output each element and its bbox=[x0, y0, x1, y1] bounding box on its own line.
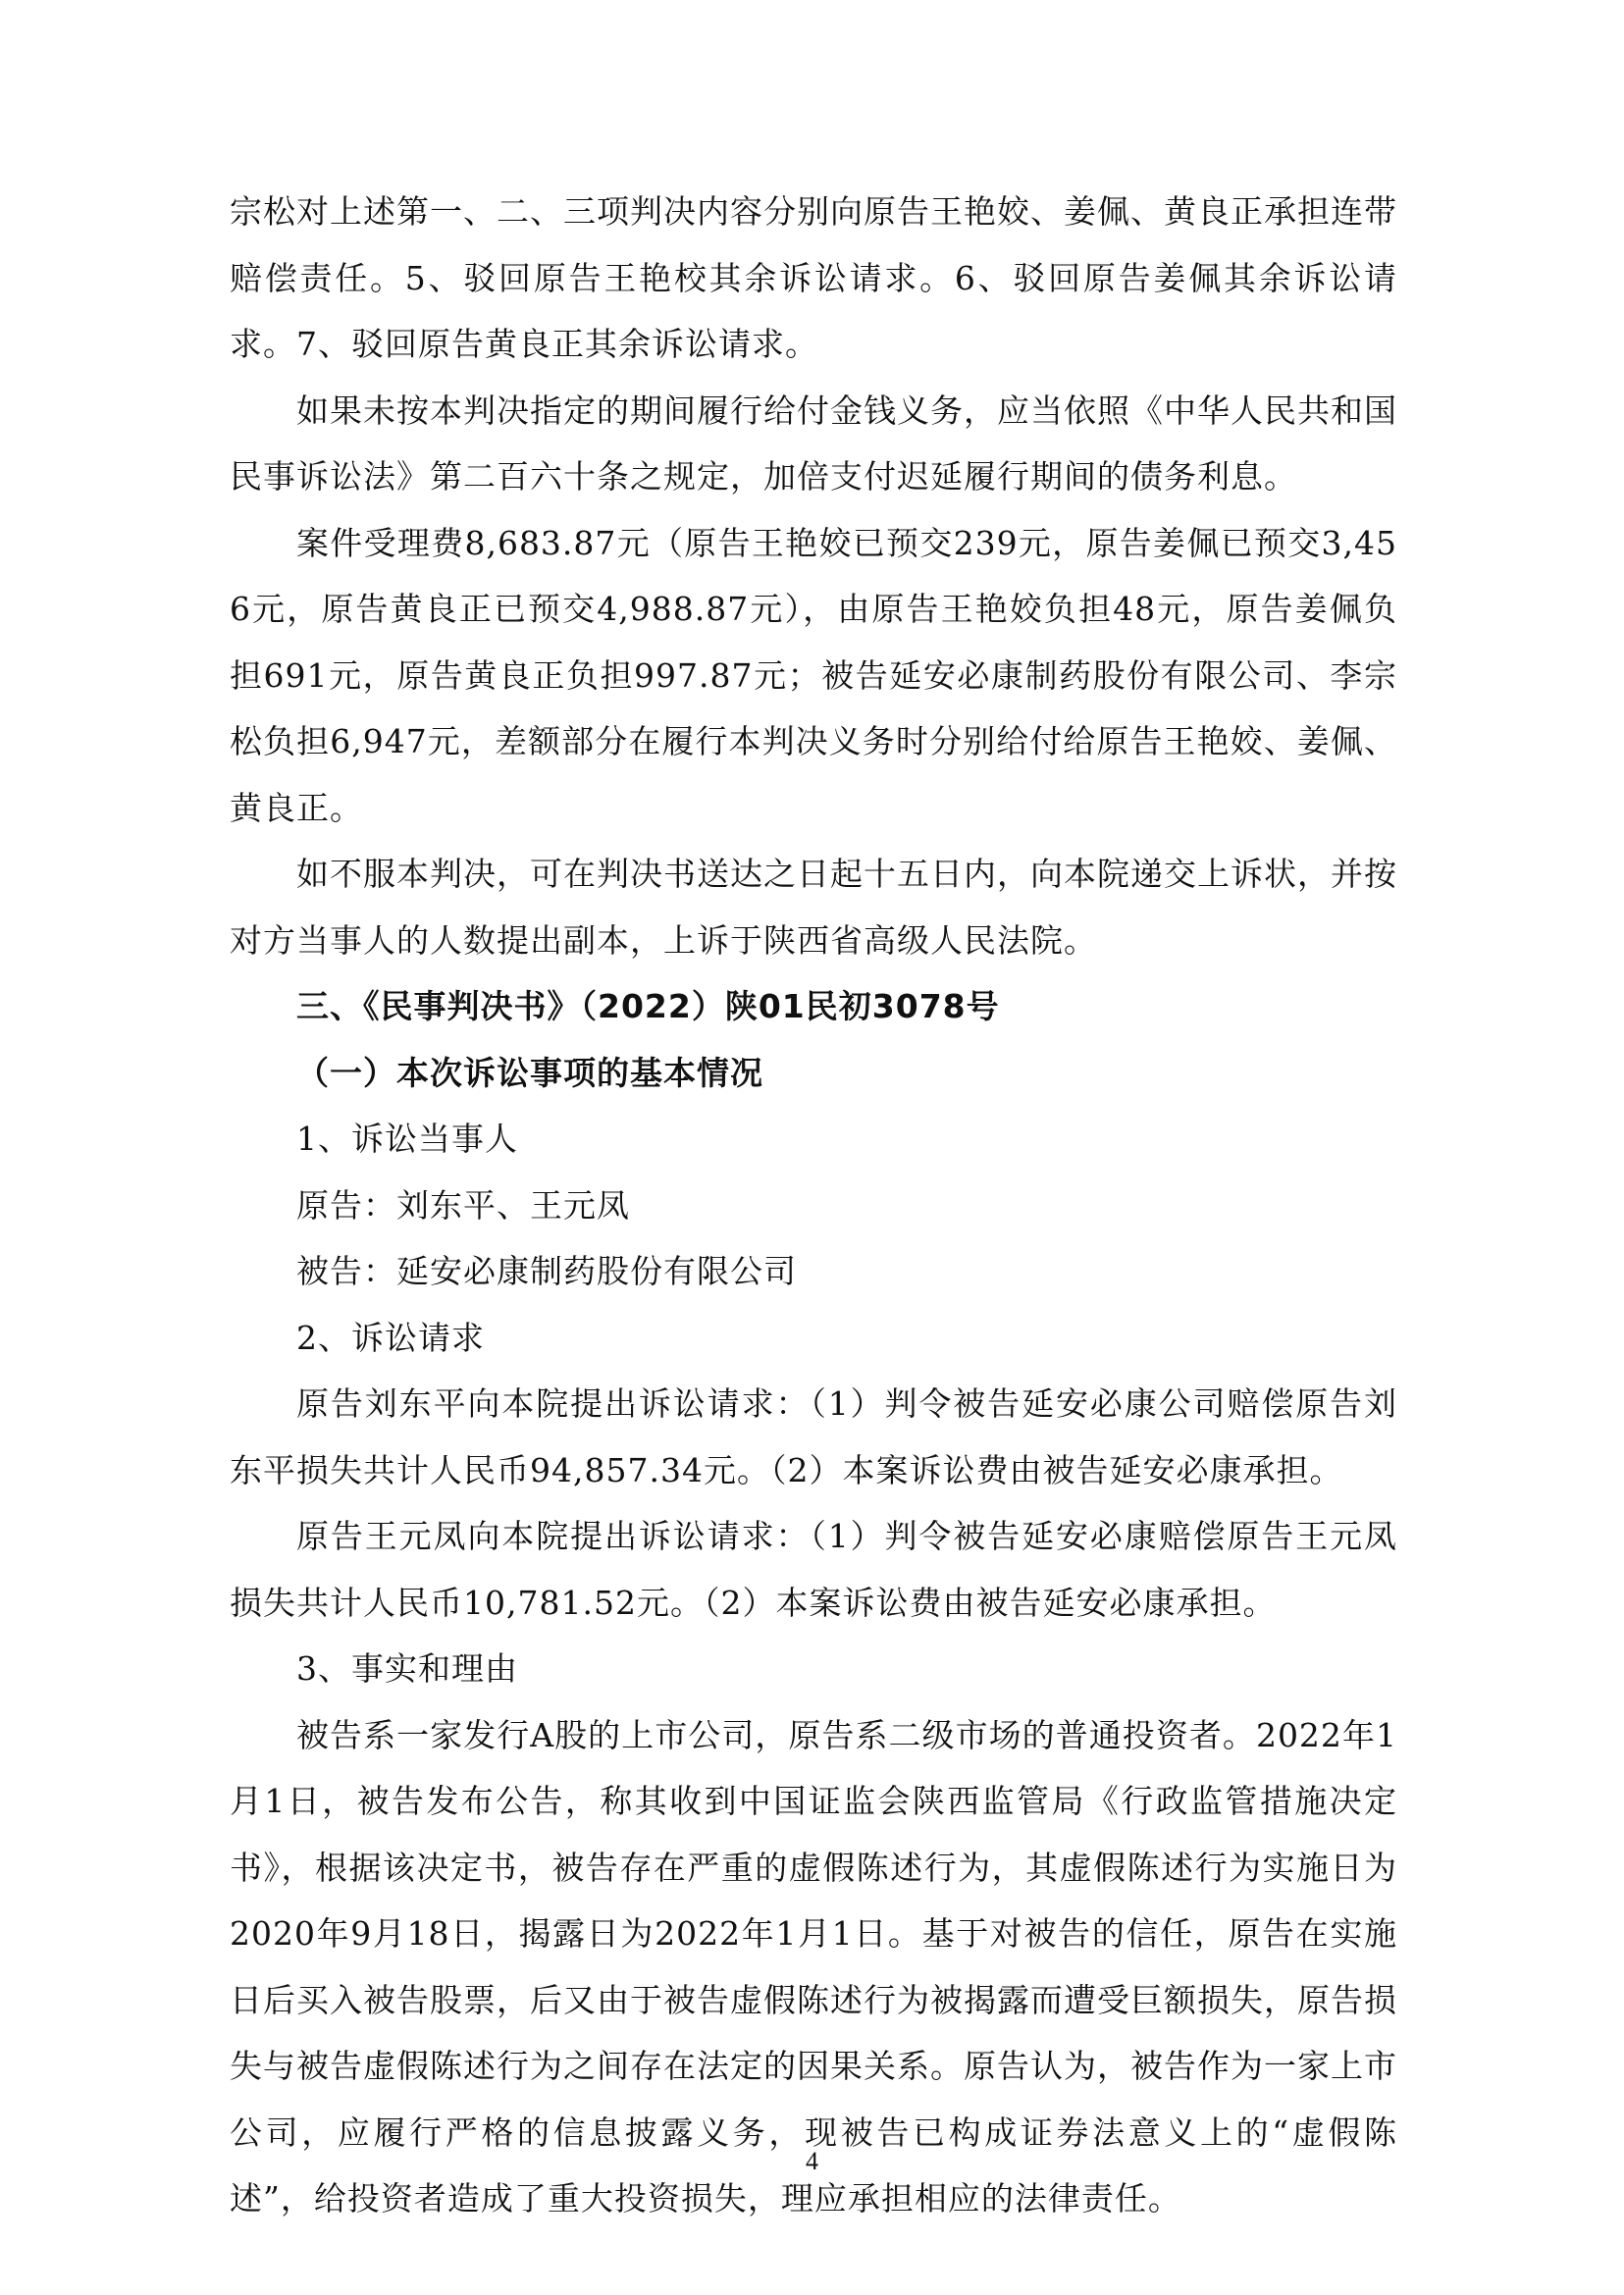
paragraph-claim-wang: 原告王元凤向本院提出诉讼请求：（1）判令被告延安必康赔偿原告王元凤损失共计人民币10,781.52元。（2）本案诉讼费由被告延安必康承担。 bbox=[230, 1517, 1397, 1622]
subsection-heading-basic-info: （一）本次诉讼事项的基本情况 bbox=[296, 1053, 763, 1092]
paragraph-case-fee: 案件受理费8,683.87元（原告王艳姣已预交239元，原告姜佩已预交3,456元，原告黄良正已预交4,988.87元），由原告王艳姣负担48元，原告姜佩负担691元，原告黄良正负担997.87元；被告延安必康制药股份有限公司、李宗松负担6,947元，差额部分在履行本判决义务时分别给付给原告王艳姣、姜佩、黄良正。 bbox=[230, 523, 1397, 827]
document-body bbox=[230, 179, 1397, 2232]
paragraph-appeal: 如不服本判决，可在判决书送达之日起十五日内，向本院递交上诉状，并按对方当事人的人数提出副本，上诉于陕西省高级人民法院。 bbox=[230, 855, 1397, 960]
paragraph-delay-interest: 如果未按本判决指定的期间履行给付金钱义务，应当依照《中华人民共和国民事诉讼法》第二百六十条之规定，加倍支付迟延履行期间的债务利息。 bbox=[230, 391, 1397, 496]
page-number: 4 bbox=[806, 2147, 818, 2175]
paragraph-facts-reasons: 被告系一家发行A股的上市公司，原告系二级市场的普通投资者。2022年1月1日，被告发布公告，称其收到中国证监会陕西监管局《行政监管措施决定书》，根据该决定书，被告存在严重的虚假陈述行为，其虚假陈述行为实施日为2020年9月18日，揭露日为2022年1月1日。基于对被告的信任，原告在实施日后买入被告股票，后又由于被告虚假陈述行为被揭露而遭受巨额损失，原告损失与被告虚假陈述行为之间存在法定的因果关系。原告认为，被告作为一家上市公司，应履行严格的信息披露义务，现被告已构成证券法意义上的“虚假陈述”，给投资者造成了重大投资损失，理应承担相应的法律责任。 bbox=[230, 1715, 1397, 2217]
section-heading-judgment-3078: 三、《民事判决书》（2022）陕01民初3078号 bbox=[296, 987, 1000, 1025]
item-facts-title: 3、事实和理由 bbox=[296, 1649, 518, 1688]
paragraph-claim-liu: 原告刘东平向本院提出诉讼请求：（1）判令被告延安必康公司赔偿原告刘东平损失共计人民币94,857.34元。（2）本案诉讼费由被告延安必康承担。 bbox=[230, 1384, 1397, 1489]
defendant-line: 被告：延安必康制药股份有限公司 bbox=[296, 1252, 797, 1290]
item-claims-title: 2、诉讼请求 bbox=[296, 1318, 485, 1357]
paragraph-judgment-items: 宗松对上述第一、二、三项判决内容分别向原告王艳姣、姜佩、黄良正承担连带赔偿责任。5、驳回原告王艳校其余诉讼请求。6、驳回原告姜佩其余诉讼请求。7、驳回原告黄良正其余诉讼请求。 bbox=[230, 192, 1397, 363]
item-parties-title: 1、诉讼当事人 bbox=[296, 1120, 518, 1158]
plaintiffs-line: 原告：刘东平、王元凤 bbox=[296, 1185, 630, 1225]
